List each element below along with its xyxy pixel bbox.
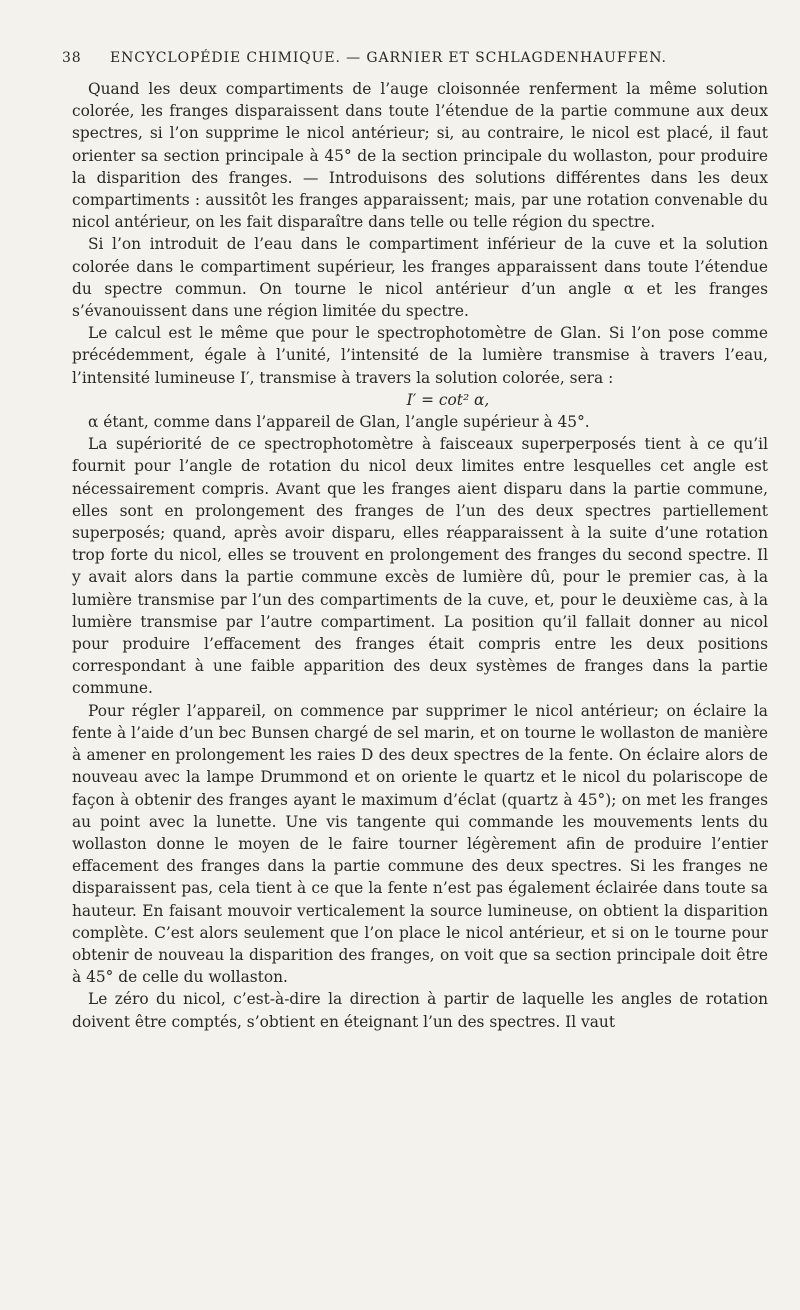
formula: I′ = cot² α, bbox=[406, 390, 490, 409]
paragraph: Pour régler l’appareil, on commence par supprimer le nicol antérieur; on éclaire la fente à l’aide d’un bec Bunsen chargé de sel marin, et on tourne le wollaston de manière à amener en prolongement les raies D des deux spectres de la fente. On éclaire alors de nouveau avec la lampe Drummond et on oriente le quartz et le nicol du polariscope de façon à obtenir des franges ayant le maximum d’éclat (quartz à 45°); on met les franges au point avec la lunette. Une vis tangente qui commande les mouvements lents du wollaston donne le moyen de le faire tourner légèrement afin de produire l’entier effacement des franges dans la partie commune des deux spectres. Si les franges ne disparaissent pas, cela tient à ce que la fente n’est pas également éclairée dans toute sa hauteur. En faisant mouvoir verticalement la source lumineuse, on obtient la disparition complète. C’est alors seulement que l’on place le nicol antérieur, et si on le tourne pour obtenir de nouveau la disparition des franges, on voit que sa section principale doit être à 45° de celle du wollaston. bbox=[72, 701, 768, 987]
running-head-title: ENCYCLOPÉDIE CHIMIQUE. — GARNIER ET SCHLAGDENHAUFFEN. bbox=[110, 50, 667, 66]
paragraph: Le calcul est le même que pour le spectrophotomètre de Glan. Si l’on pose comme précédemment, égale à l’unité, l’intensité de la lumière transmise à travers l’eau, l’intensité lumineuse I′, transmise à travers la solution colorée, sera : bbox=[72, 324, 768, 387]
paragraph: La supériorité de ce spectrophotomètre à faisceaux superperposés tient à ce qu’il fournit pour l’angle de rotation du nicol deux limites entre lesquelles cet angle est nécessairement compris. Avant que les franges aient disparu dans la partie commune, elles sont en prolongement des franges de l’un des deux spectres partiellement superposés; quand, après avoir disparu, elles réapparaissent à la suite d’une rotation trop forte du nicol, elles se trouvent en prolongement des franges du second spectre. Il y avait alors dans la partie commune excès de lumière dû, pour le premier cas, à la lumière transmise par l’un des compartiments de la cuve, et, pour le deuxième cas, à la lumière transmise par l’autre compartiment. La position qu’il fallait donner au nicol pour produire l’effacement des franges était compris entre les deux positions correspondant à une faible apparition des deux systèmes de franges dans la partie commune. bbox=[72, 435, 768, 698]
paragraph: α étant, comme dans l’appareil de Glan, l’angle supérieur à 45°. bbox=[88, 413, 590, 432]
paragraph: Le zéro du nicol, c’est-à-dire la direction à partir de laquelle les angles de rotation doivent être comptés, s’obtient en éteignant l’un des spectres. Il vaut bbox=[72, 990, 768, 1031]
body-text bbox=[72, 78, 768, 1033]
running-header bbox=[62, 50, 768, 66]
paragraph: Si l’on introduit de l’eau dans le compartiment inférieur de la cuve et la solution colorée dans le compartiment supérieur, les franges apparaissent dans toute l’étendue du spectre commun. On tourne le nicol antérieur d’un angle α et les franges s’évanouissent dans une région limitée du spectre. bbox=[72, 235, 768, 321]
paragraph: Quand les deux compartiments de l’auge cloisonnée renferment la même solution colorée, les franges disparaissent dans toute l’étendue de la partie commune aux deux spectres, si l’on supprime le nicol antérieur; si, au contraire, le nicol est placé, il faut orienter sa section principale à 45° de la section principale du wollaston, pour produire la disparition des franges. — Introduisons des solutions différentes dans les deux compartiments : aussitôt les franges apparaissent; mais, par une rotation convenable du nicol antérieur, on les fait disparaître dans telle ou telle région du spectre. bbox=[72, 80, 768, 232]
page-number: 38 bbox=[62, 50, 82, 66]
